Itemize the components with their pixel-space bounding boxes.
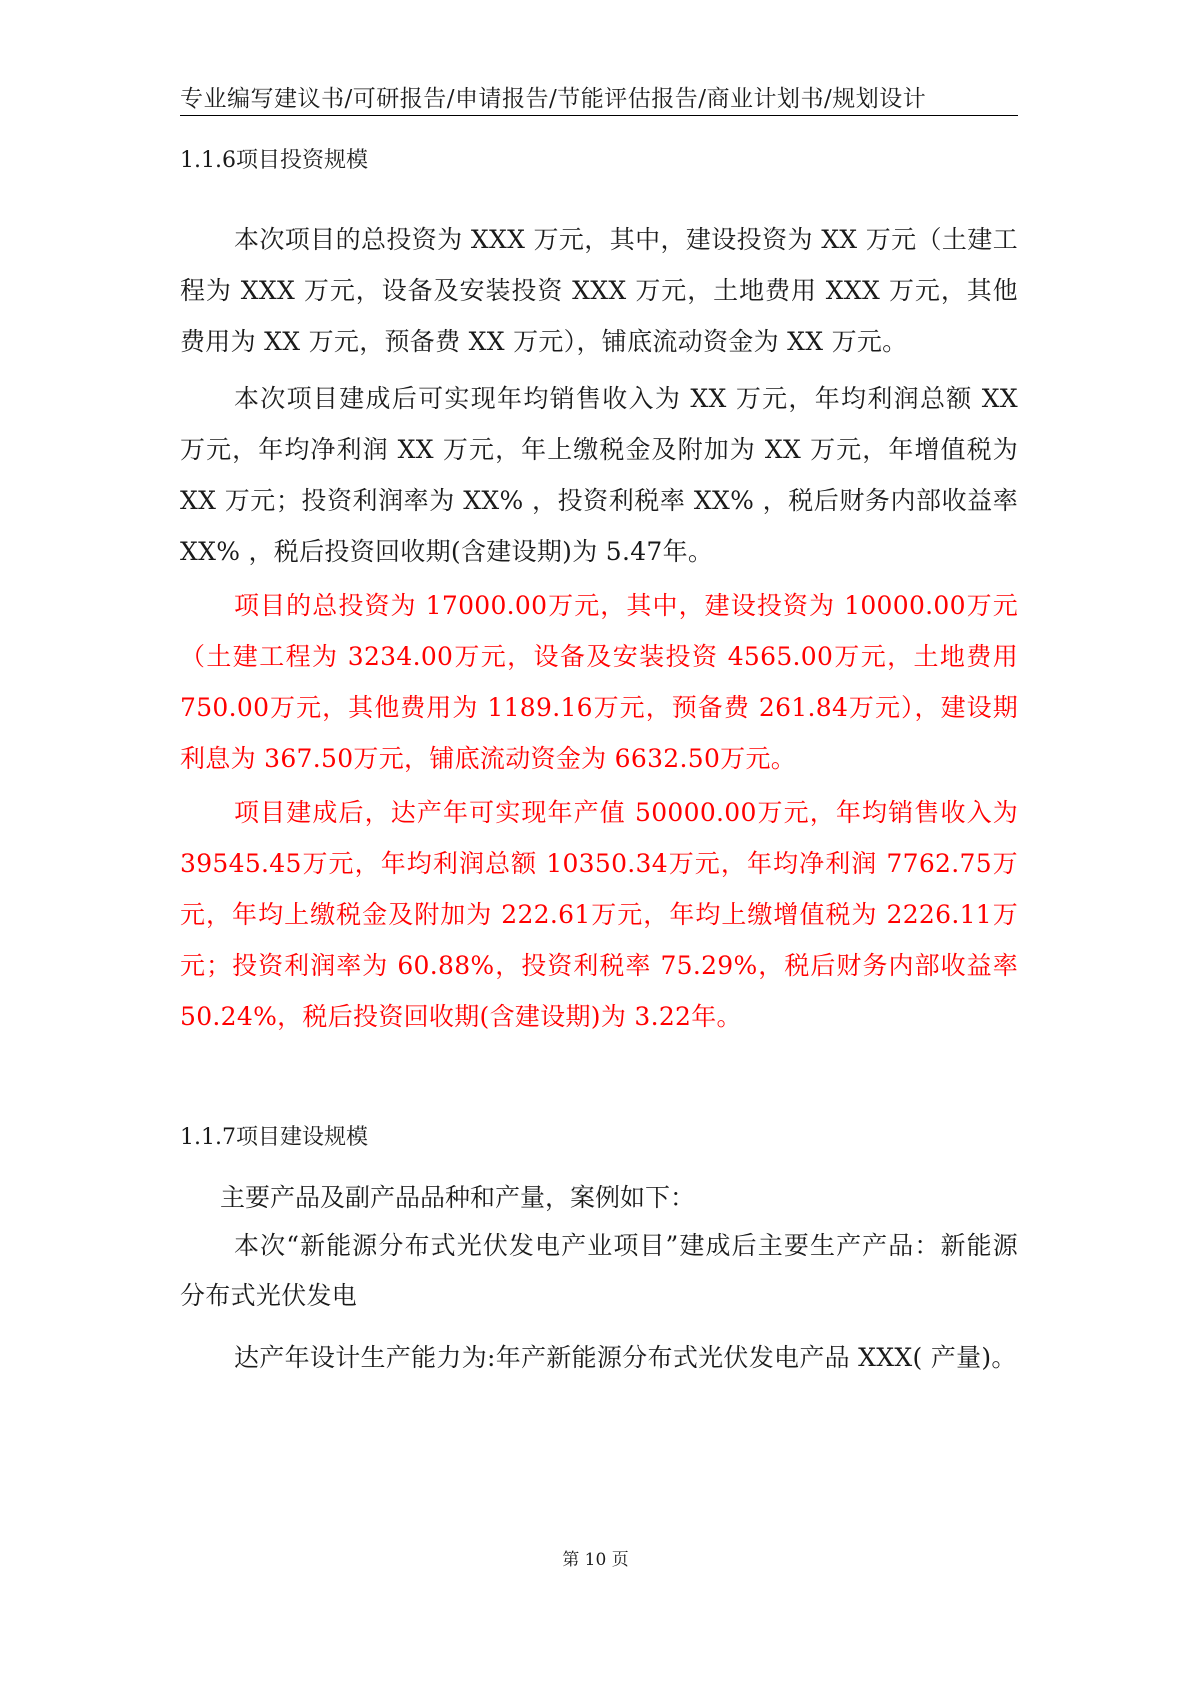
revenue-paragraph-example: 项目建成后，达产年可实现年产值 50000.00万元，年均销售收入为 39545.45万元，年均利润总额 10350.34万元，年均净利润 7762.75万元，年均上缴税金及附加为 222.61万元，年均上缴增值税为 2226.11万元；投资利润率为 60.88%，投资利税率 75.29%，税后财务内部收益率 50.24%，税后投资回收期(含建设期)为 3.22年。 xyxy=(180,798,1018,1031)
investment-paragraph-template: 本次项目的总投资为 XXX 万元，其中，建设投资为 XX 万元（土建工程为 XXX 万元，设备及安装投资 XXX 万元，土地费用 XXX 万元，其他费用为 XX 万元，预备费 XX 万元），铺底流动资金为 XX 万元。 xyxy=(180,225,1018,356)
products-intro-line: 主要产品及副产品品种和产量，案例如下： xyxy=(220,1183,696,1212)
page-number: 第 10 页 xyxy=(562,1550,629,1570)
section-title-construction-scale: 1.1.7项目建设规模 xyxy=(180,1125,368,1150)
section-title-investment-scale: 1.1.6项目投资规模 xyxy=(180,148,368,173)
capacity-paragraph: 达产年设计生产能力为:年产新能源分布式光伏发电产品 XXX( 产量)。 xyxy=(234,1343,1017,1372)
revenue-paragraph-template: 本次项目建成后可实现年均销售收入为 XX 万元，年均利润总额 XX 万元，年均净利润 XX 万元，年上缴税金及附加为 XX 万元，年增值税为 XX 万元；投资利润率为 XX% ，投资利税率 XX% ，税后财务内部收益率 XX% ，税后投资回收期(含建设期)为 5.47年。 xyxy=(180,384,1018,566)
investment-paragraph-example: 项目的总投资为 17000.00万元，其中，建设投资为 10000.00万元（土建工程为 3234.00万元，设备及安装投资 4565.00万元，土地费用 750.00万元，其他费用为 1189.16万元，预备费 261.84万元），建设期利息为 367.50万元，铺底流动资金为 6632.50万元。 xyxy=(180,591,1018,773)
main-products-paragraph: 本次“新能源分布式光伏发电产业项目”建成后主要生产产品：新能源分布式光伏发电 xyxy=(180,1231,1018,1310)
page-header: 专业编写建议书/可研报告/申请报告/节能评估报告/商业计划书/规划设计 xyxy=(180,86,927,112)
header-divider xyxy=(180,115,1018,116)
